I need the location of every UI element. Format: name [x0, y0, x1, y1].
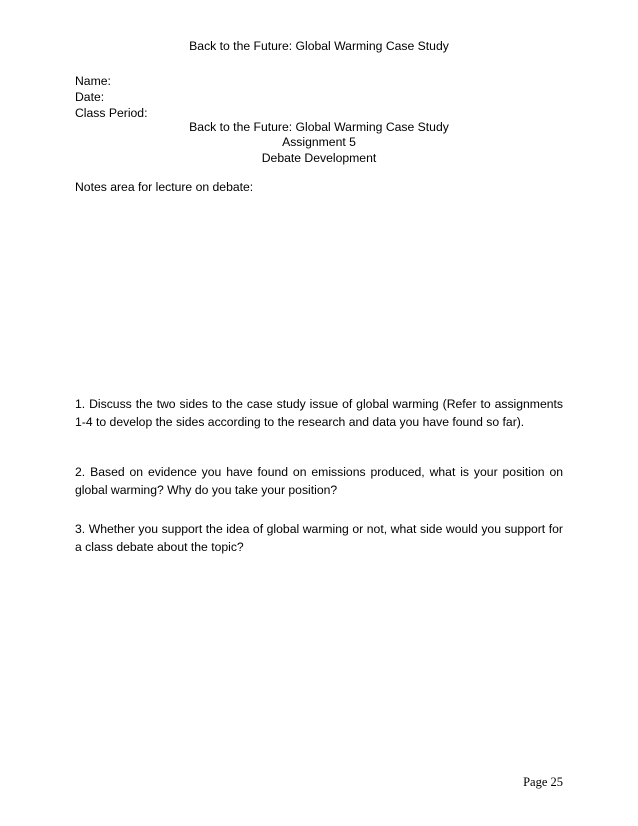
running-header: Back to the Future: Global Warming Case Study: [189, 39, 449, 53]
name-field-label: Name:: [75, 74, 111, 88]
assignment-subtitle: Debate Development: [261, 151, 377, 165]
notes-prompt: Notes area for lecture on debate:: [75, 180, 254, 194]
assignment-title: Back to the Future: Global Warming Case Study: [189, 120, 449, 134]
class-period-field-label: Class Period:: [75, 106, 148, 120]
question-1: 1. Discuss the two sides to the case study issue of global warming (Refer to assignments 1-4 to develop the sides according to the research and data you have found so far).: [75, 397, 563, 429]
date-field-label: Date:: [75, 90, 105, 104]
question-2: 2. Based on evidence you have found on emissions produced, what is your position on global warming? Why do you take your position?: [75, 465, 563, 497]
page-number: Page 25: [523, 775, 563, 789]
question-3: 3. Whether you support the idea of global warming or not, what side would you support for a class debate about the topic?: [75, 522, 563, 554]
assignment-number: Assignment 5: [282, 135, 356, 149]
